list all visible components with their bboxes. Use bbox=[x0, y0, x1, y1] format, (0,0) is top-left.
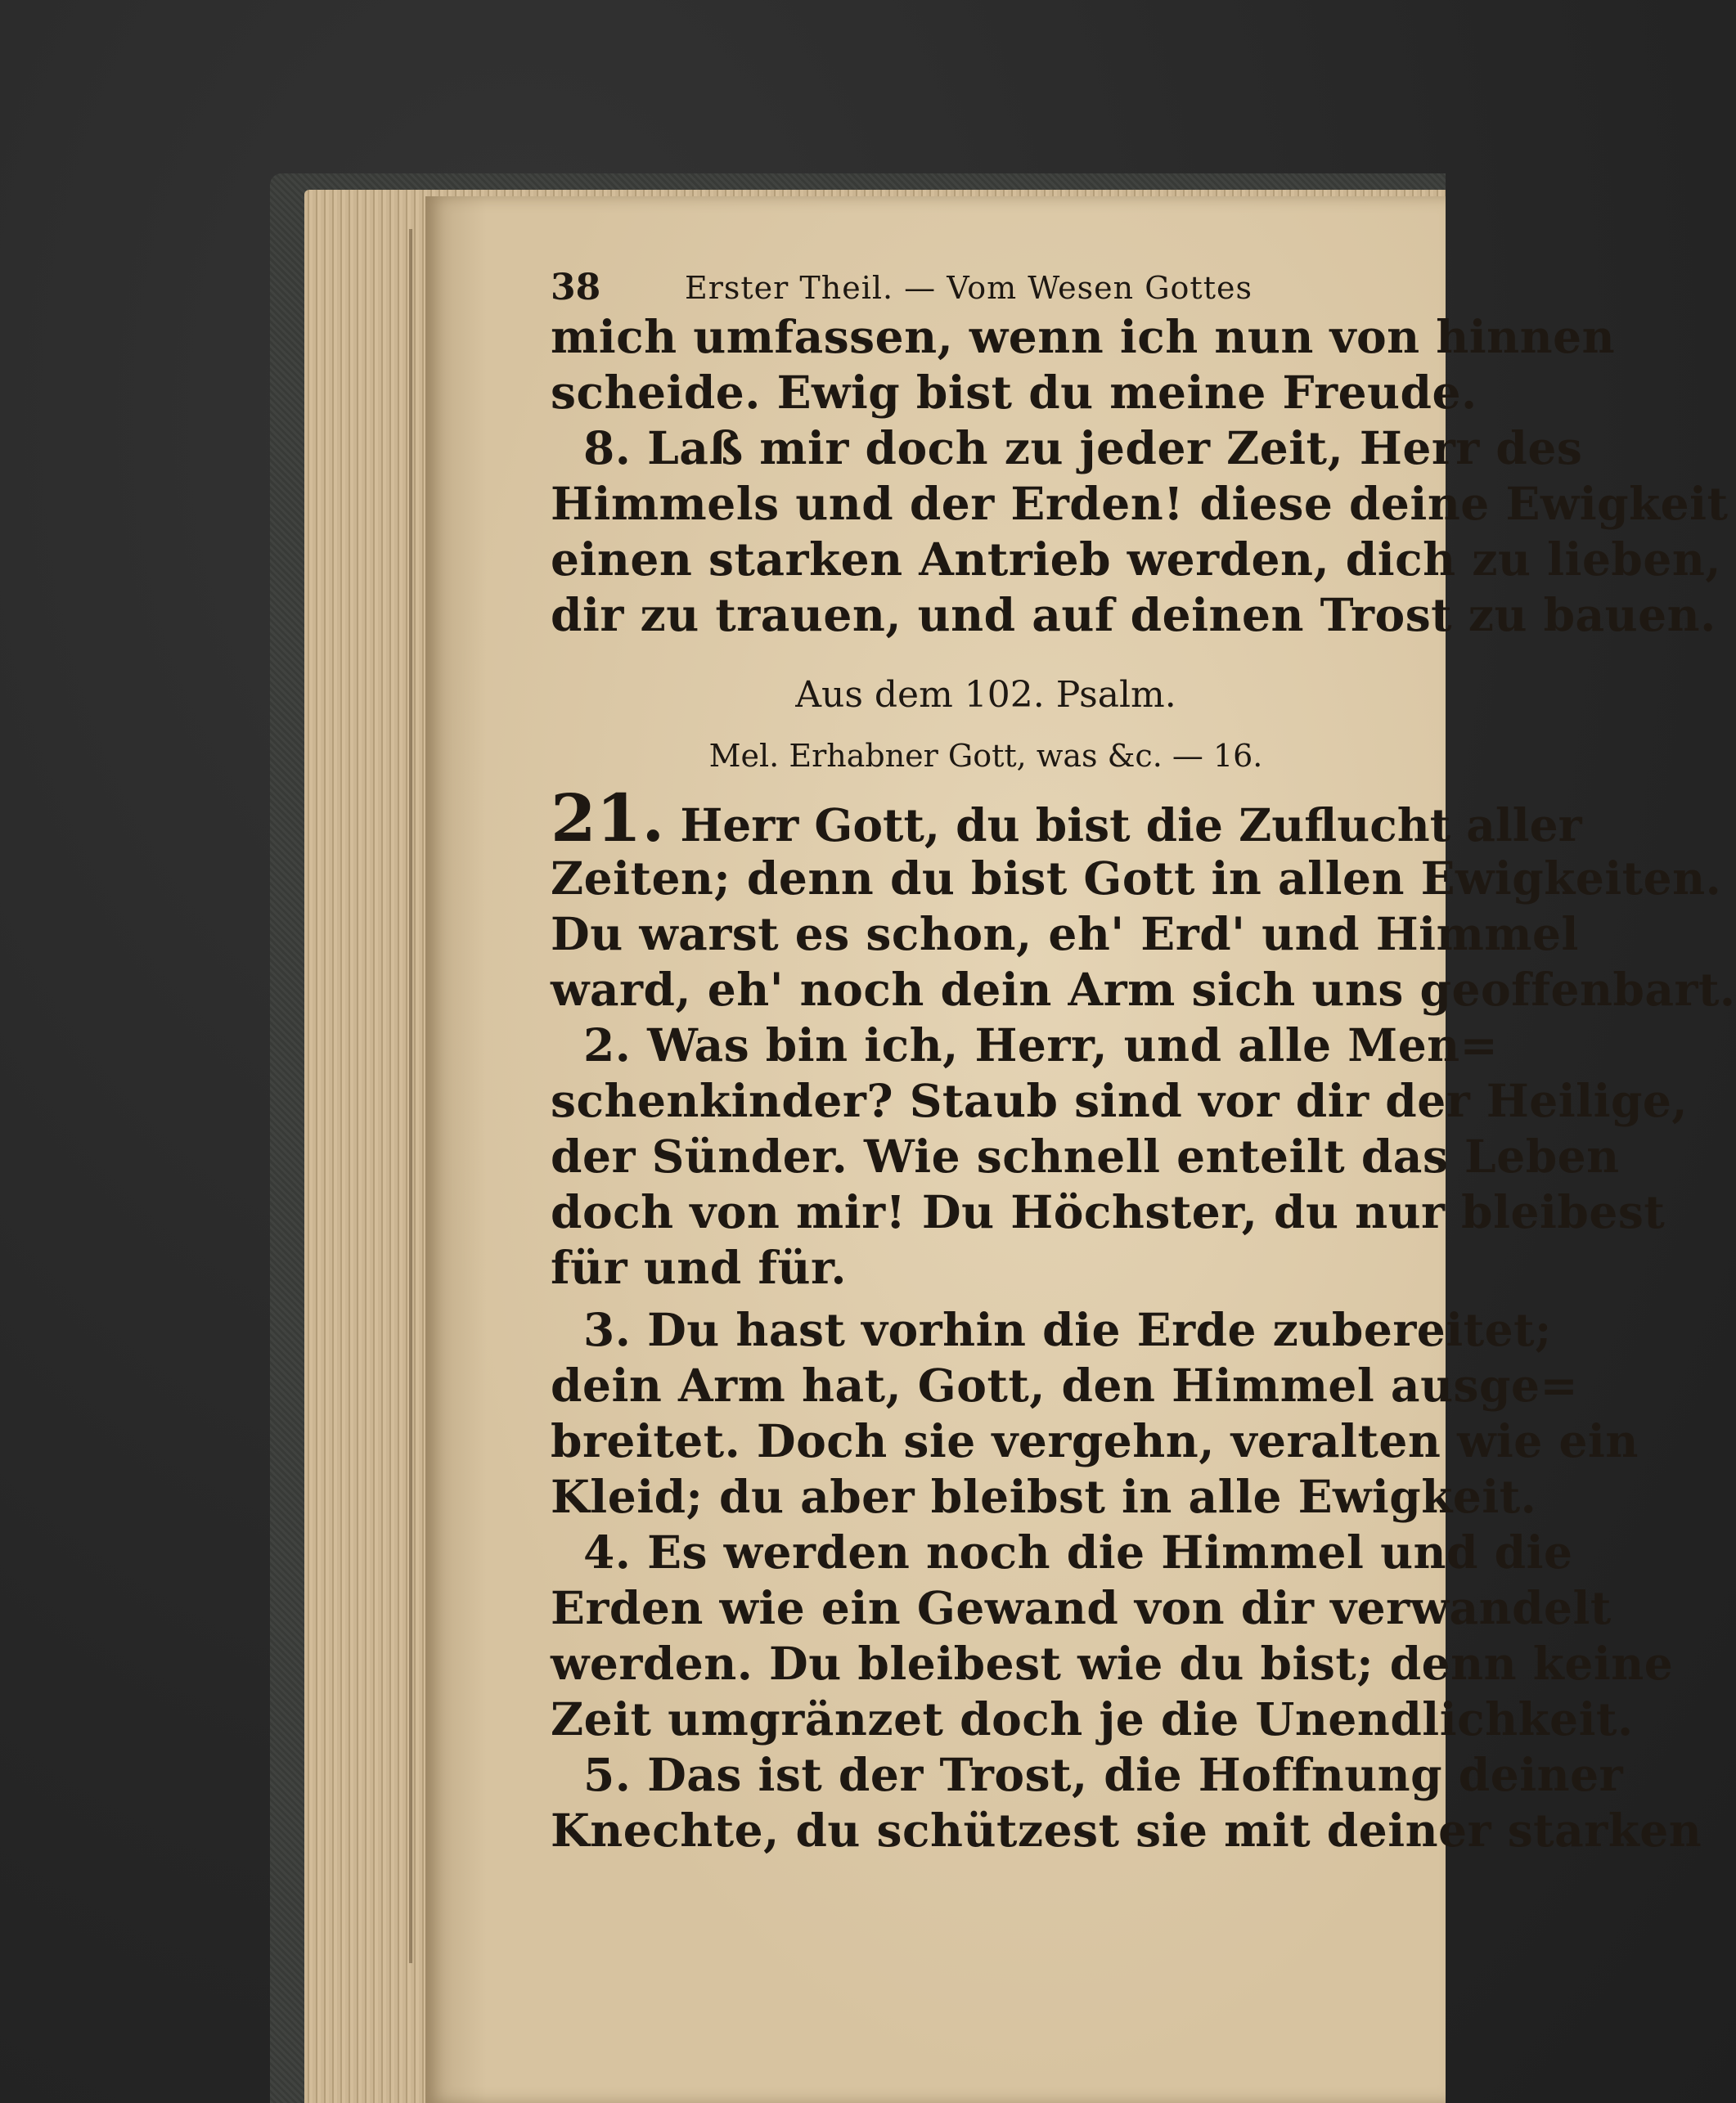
text-line: der Sünder. Wie schnell enteilt das Leben bbox=[551, 1130, 1620, 1183]
text-line: für und für. bbox=[551, 1241, 848, 1294]
text-line: ward, eh' noch dein Arm sich uns geoffenbart. bbox=[551, 963, 1736, 1016]
text-line: mich umfassen, wenn ich nun von hinnen bbox=[551, 310, 1616, 363]
text-line: Du warst es schon, eh' Erd' und Himmel bbox=[551, 907, 1579, 960]
verse-line: 3. Du hast vorhin die Erde zubereitet; bbox=[583, 1303, 1552, 1356]
text-line: Kleid; du aber bleibst in alle Ewigkeit. bbox=[551, 1470, 1537, 1523]
text-line: dir zu trauen, und auf deinen Trost zu bauen. bbox=[551, 588, 1716, 641]
verse-line: 2. Was bin ich, Herr, und alle Men= bbox=[583, 1018, 1499, 1072]
melody-line: Mel. Erhabner Gott, was &c. — 16. bbox=[708, 738, 1263, 774]
text-line: Zeiten; denn du bist Gott in allen Ewigkeiten. bbox=[551, 852, 1722, 905]
hymn-source: Aus dem 102. Psalm. bbox=[795, 674, 1176, 716]
text-line: werden. Du bleibest wie du bist; denn keine bbox=[551, 1637, 1674, 1690]
hymn-first-line-text: Herr Gott, du bist die Zuflucht aller bbox=[680, 798, 1582, 852]
hymn-first-line bbox=[551, 780, 1582, 856]
text-line: doch von mir! Du Höchster, du nur bleibest bbox=[551, 1185, 1666, 1238]
page-number: 38 bbox=[551, 267, 601, 308]
text-line: schenkinder? Staub sind vor dir der Heilige, bbox=[551, 1074, 1689, 1127]
running-title: Erster Theil. — Vom Wesen Gottes bbox=[685, 270, 1253, 306]
text-line: breitet. Doch sie vergehn, veralten wie ein bbox=[551, 1414, 1639, 1467]
text-line: Himmels und der Erden! diese deine Ewigkeit bbox=[551, 477, 1729, 530]
text-line: einen starken Antrieb werden, dich zu lieben, bbox=[551, 532, 1722, 586]
verse-line: 4. Es werden noch die Himmel und die bbox=[583, 1526, 1573, 1579]
hymn-number: 21. bbox=[551, 780, 665, 856]
text-line: dein Arm hat, Gott, den Himmel ausge= bbox=[551, 1359, 1579, 1412]
text-line: Zeit umgränzet doch je die Unendlichkeit. bbox=[551, 1692, 1634, 1746]
text-line: Knechte, du schützest sie mit deiner starken bbox=[551, 1804, 1702, 1857]
page-text bbox=[551, 260, 1736, 1858]
book-gutter bbox=[409, 229, 412, 1963]
running-head bbox=[551, 260, 1421, 309]
text-line: Erden wie ein Gewand von dir verwandelt bbox=[551, 1581, 1612, 1634]
verse-line: 5. Das ist der Trost, die Hoffnung deiner bbox=[583, 1748, 1624, 1801]
text-line: scheide. Ewig bist du meine Freude. bbox=[551, 366, 1477, 419]
verse-line: 8. Laß mir doch zu jeder Zeit, Herr des bbox=[583, 421, 1583, 474]
